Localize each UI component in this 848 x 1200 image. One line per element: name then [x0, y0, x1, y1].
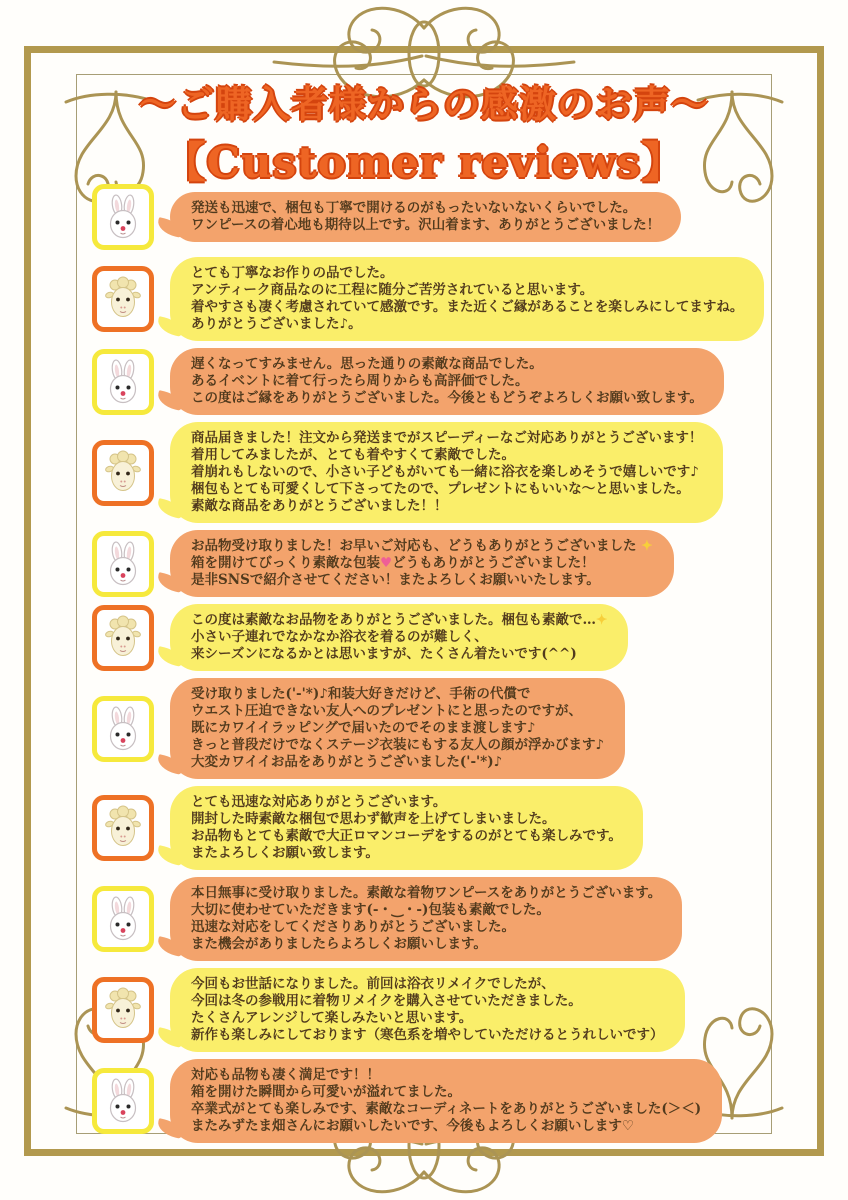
- sheep-face-avatar: [92, 440, 154, 506]
- review-bubble: [170, 968, 685, 1052]
- rabbit-face-avatar: [92, 184, 154, 250]
- review-text-line: 受け取りました('-'*)♪和装大好きだけど、手術の代償で: [191, 686, 531, 702]
- review-text-line: またみずたま畑さんにお願いしたいです、今後もよろしくお願いします♡: [191, 1118, 635, 1134]
- review-item: [92, 968, 790, 1052]
- review-bubble: [170, 348, 724, 415]
- review-text-line: 商品届きました！注文から発送までがスピーディーなご対応ありがとうございます！: [191, 430, 703, 446]
- sheep-face-avatar: [92, 977, 154, 1043]
- review-text-line: またよろしくお願い致します。: [191, 845, 379, 861]
- sheep-face-icon: [103, 450, 143, 496]
- review-text-line: たくさんアレンジして楽しみたいと思います。: [191, 1010, 473, 1026]
- sheep-face-icon: [103, 615, 143, 661]
- review-text-line: お品物受け取りました！お早いご対応も、どうもありがとうございました ✦: [191, 538, 653, 554]
- review-text-line: 大変カワイイお品をありがとうございました('-'*)♪: [191, 754, 503, 770]
- page-title-japanese: 〜ご購入者様からの感激のお声〜: [139, 82, 709, 126]
- review-text-line: 着崩れもしないので、小さい子どもがいても一緒に浴衣を楽しめそうで嬉しいです♪: [191, 464, 699, 480]
- review-text-line: また機会がありましたらよろしくお願いします。: [191, 936, 487, 952]
- review-text-line: きっと普段だけでなくステージ衣装にもする友人の顔が浮かびます♪: [191, 737, 605, 753]
- rabbit-face-avatar: [92, 1068, 154, 1134]
- review-text-line: アンティーク商品なのに工程に随分ご苦労されていると思います。: [191, 282, 594, 298]
- review-item: [92, 184, 790, 250]
- review-bubble: [170, 192, 681, 242]
- review-text-line: ウエスト圧迫できない友人へのプレゼントにと思ったのですが、: [191, 703, 582, 719]
- page-header: [0, 74, 848, 190]
- review-text-line: 今回もお世話になりました。前回は浴衣リメイクでしたが、: [191, 976, 555, 992]
- review-text-line: 卒業式がとても楽しみです、素敵なコーディネートをありがとうございました(＞＜): [191, 1101, 702, 1117]
- review-text-line: この度は素敵なお品物をありがとうございました。梱包も素敵で…✦: [191, 612, 608, 628]
- review-item: [92, 348, 790, 415]
- review-text-line: 梱包もとても可愛くして下さってたので、プレゼントにもいいな〜と思いました。: [191, 481, 690, 497]
- review-bubble: [170, 786, 643, 870]
- review-bubble: [170, 422, 723, 523]
- review-text-line: とても丁寧なお作りの品でした。: [191, 265, 394, 281]
- review-text-line: 箱を開けてびっくり素敵な包装♥どうもありがとうございました！: [191, 555, 595, 571]
- rabbit-face-icon: [103, 359, 143, 405]
- review-text-line: 新作も楽しみにしております（寒色系を増やしていただけるとうれしいです）: [191, 1027, 664, 1043]
- review-item: [92, 786, 790, 870]
- review-text-line: 着用してみましたが、とても着やすくて素敵でした。: [191, 447, 515, 463]
- review-text-line: 大切に使わせていただきます(-・‿・-)包装も素敵でした。: [191, 902, 550, 918]
- review-text-line: ワンピースの着心地も期待以上です。沢山着ます、ありがとうございました！: [191, 217, 661, 233]
- review-text-line: 本日無事に受け取りました。素敵な着物ワンピースをありがとうございます。: [191, 885, 662, 901]
- sheep-face-avatar: [92, 605, 154, 671]
- review-bubble: [170, 877, 682, 961]
- review-text-line: 開封した時素敵な梱包で思わず歓声を上げてしまいました。: [191, 811, 556, 827]
- review-item: [92, 877, 790, 961]
- rabbit-face-icon: [103, 896, 143, 942]
- review-text-line: ありがとうございました♪。: [191, 316, 362, 332]
- review-text-line: 迅速な対応をしてくださりありがとうございました。: [191, 919, 515, 935]
- review-text-line: 遅くなってすみません。思った通りの素敵な商品でした。: [191, 356, 543, 372]
- review-text-line: 素敵な商品をありがとうございました！！: [191, 498, 448, 514]
- review-text-line: 是非SNSで紹介させてください！またよろしくお願いいたします。: [191, 572, 600, 588]
- sheep-face-icon: [103, 987, 143, 1033]
- rabbit-face-avatar: [92, 349, 154, 415]
- rabbit-face-avatar: [92, 696, 154, 762]
- rabbit-face-icon: [103, 194, 143, 240]
- rabbit-face-icon: [103, 541, 143, 587]
- review-text-line: 箱を開けた瞬間から可愛いが溢れてました。: [191, 1084, 461, 1100]
- review-text-line: とても迅速な対応ありがとうございます。: [191, 794, 447, 810]
- reviews-list: [92, 184, 790, 1143]
- rabbit-face-avatar: [92, 531, 154, 597]
- rabbit-face-icon: [103, 1078, 143, 1124]
- rabbit-face-avatar: [92, 886, 154, 952]
- review-item: [92, 678, 790, 779]
- review-bubble: [170, 530, 674, 597]
- review-text-line: あるイベントに着て行ったら周りからも高評価でした。: [191, 373, 529, 389]
- sheep-face-icon: [103, 276, 143, 322]
- review-text-line: 発送も迅速で、梱包も丁寧で開けるのがもったいないないくらいでした。: [191, 200, 637, 216]
- sheep-face-icon: [103, 805, 143, 851]
- review-text-line: 着やすさも凄く考慮されていて感激です。また近くご縁があることを楽しみにしてますね。: [191, 299, 744, 315]
- page-title-english: 【Customer reviews】: [163, 138, 685, 187]
- review-item: [92, 257, 790, 341]
- review-text-line: お品物もとても素敵で大正ロマンコーデをするのがとても楽しみです。: [191, 828, 622, 844]
- review-bubble: [170, 604, 628, 671]
- review-item: [92, 1059, 790, 1143]
- review-text-line: 来シーズンになるかとは思いますが、たくさん着たいです(^^): [191, 646, 577, 662]
- sheep-face-avatar: [92, 795, 154, 861]
- review-item: [92, 604, 790, 671]
- rabbit-face-icon: [103, 706, 143, 752]
- review-text-line: この度はご縁をありがとうございました。今後ともどうぞよろしくお願い致します。: [191, 390, 703, 406]
- review-bubble: [170, 1059, 722, 1143]
- review-text-line: 今回は冬の参戦用に着物リメイクを購入させていただきました。: [191, 993, 582, 1009]
- review-item: [92, 422, 790, 523]
- review-text-line: 既にカワイイラッピングで届いたのでそのまま渡します♪: [191, 720, 536, 736]
- review-text-line: 小さい子連れでなかなか浴衣を着るのが難しく、: [191, 629, 488, 645]
- review-bubble: [170, 678, 625, 779]
- review-item: [92, 530, 790, 597]
- review-bubble: [170, 257, 764, 341]
- sheep-face-avatar: [92, 266, 154, 332]
- review-text-line: 対応も品物も凄く満足です！！: [191, 1067, 380, 1083]
